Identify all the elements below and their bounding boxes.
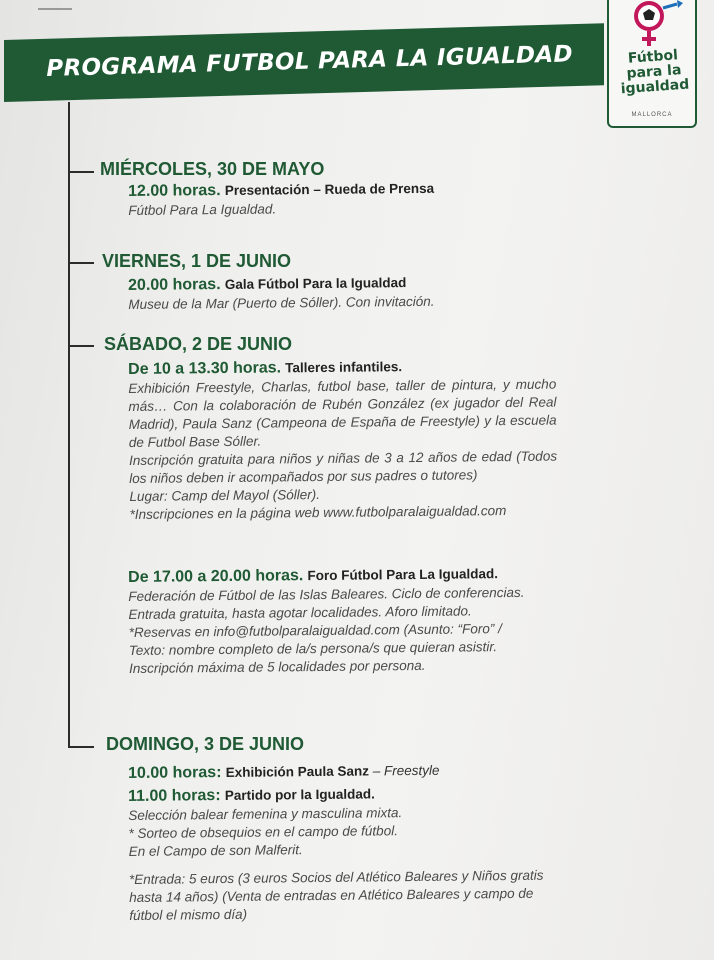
timeline-tick (68, 345, 94, 347)
event-workshops: De 10 a 13.30 horas. Talleres infantiles. Exhibición Freestyle, Charlas, futbol base, taller de pintura, y mucho más… Con la colaboración de Rubén González (ex jugador del Real Madrid), Paula Sanz (Campeona de España de Freestyle) y la escuela de Futbol Base Sóller. Inscripción gratuita para niños y niñas de 3 a 12 años de edad (Todos los niños deben ir acompañados por sus padres o tutores) Lugar: Camp del Mayol (Sóller). *Inscripciones en la página web www.futbolparalaigualdad.com (128, 359, 558, 522)
timeline-tick (68, 746, 94, 748)
event-match: 11.00 horas: Partido por la Igualdad. Selección balear femenina y masculina mixta. * Sorteo de obsequios en el campo de fútbol. En el Campo de son Malferit. *Entrada: 5 euros (3 euros Socios del Atlético Baleares y Niños gratis hasta 14 años) (Venta de entradas en Atlético Baleares y campo de fútbol el mismo día) (128, 786, 544, 923)
day-heading-friday: VIERNES, 1 DE JUNIO (102, 251, 292, 271)
timeline-tick (68, 171, 94, 173)
day-heading-sunday: DOMINGO, 3 DE JUNIO (106, 734, 305, 754)
gender-ball-icon (619, 0, 689, 54)
event-exhibition: 10.00 horas: Exhibición Paula Sanz – Freestyle (128, 762, 440, 782)
day-heading-wednesday: MIÉRCOLES, 30 DE MAYO (100, 159, 325, 179)
timeline-tick (68, 262, 94, 264)
logo-subtitle: MALLORCA (631, 112, 673, 118)
page-title: PROGRAMA FUTBOL PARA LA IGUALDAD (46, 41, 574, 82)
top-rule (38, 8, 72, 10)
timeline-line (68, 102, 70, 748)
day-heading-saturday: SÁBADO, 2 DE JUNIO (104, 334, 293, 354)
event-gala: 20.00 horas. Gala Fútbol Para la Igualdad Museu de la Mar (Puerto de Sóller). Con invitación. (128, 275, 435, 312)
event-presentation: 12.00 horas. Presentación – Rueda de Prensa Fútbol Para La Igualdad. (128, 180, 435, 218)
logo-text: Fútbol para la igualdad (620, 47, 690, 98)
futbol-igualdad-logo (607, 0, 697, 128)
event-forum: De 17.00 a 20.00 horas. Foro Fútbol Para La Igualdad. Federación de Fútbol de las Islas Baleares. Ciclo de conferencias. Entrada gratuita, hasta agotar localidades. Aforo limitado. *Reservas en info@futbolparalaigualdad.com (Asunto: “Foro” / Texto: nombre completo de la/s persona/s que quieran asistir. Inscripción máxima de 5 localidades por persona. (128, 566, 525, 676)
